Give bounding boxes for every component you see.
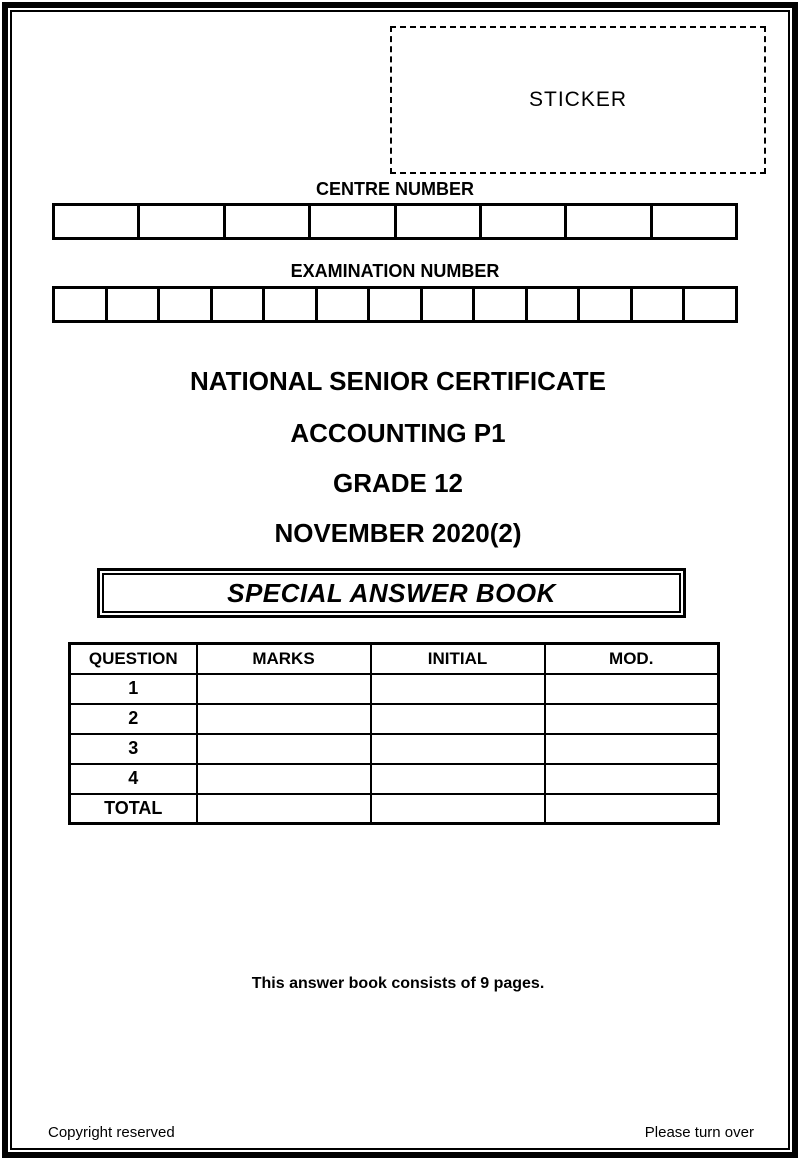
- table-row: [70, 734, 719, 764]
- title-subject: ACCOUNTING P1: [290, 418, 506, 448]
- copyright-text: Copyright reserved: [48, 1124, 175, 1141]
- marks-cell[interactable]: [197, 794, 371, 824]
- marks-cell[interactable]: [197, 674, 371, 704]
- mod-cell[interactable]: [545, 764, 719, 794]
- centre-number-label: CENTRE NUMBER: [315, 179, 474, 199]
- table-row: [70, 674, 719, 704]
- answer-book-banner: [97, 568, 686, 618]
- header-initial: INITIAL: [371, 644, 545, 674]
- examination-number-digit-cell[interactable]: [685, 289, 735, 320]
- footer: [48, 1124, 754, 1141]
- marks-cell[interactable]: [197, 764, 371, 794]
- sticker-box: [390, 26, 766, 174]
- examination-number-digit-cell[interactable]: [633, 289, 686, 320]
- examination-number-digit-cell[interactable]: [55, 289, 108, 320]
- turn-over-text: Please turn over: [644, 1124, 754, 1141]
- table-row: [70, 764, 719, 794]
- examination-number-digit-cell[interactable]: [370, 289, 423, 320]
- header-mod: MOD.: [545, 644, 719, 674]
- examination-number-digit-cell[interactable]: [475, 289, 528, 320]
- examination-number-digit-cell[interactable]: [318, 289, 371, 320]
- examination-number-digit-cell[interactable]: [265, 289, 318, 320]
- examination-number-digit-cell[interactable]: [528, 289, 581, 320]
- examination-number-label: EXAMINATION NUMBER: [290, 261, 500, 281]
- initial-cell[interactable]: [371, 704, 545, 734]
- answer-book-banner-inner: [102, 573, 681, 613]
- examination-number-grid: [52, 286, 738, 323]
- centre-number-digit-cell[interactable]: [140, 206, 225, 237]
- centre-number-digit-cell[interactable]: [55, 206, 140, 237]
- question-label: 3: [70, 734, 197, 764]
- header-question: QUESTION: [70, 644, 197, 674]
- examination-number-digit-cell[interactable]: [580, 289, 633, 320]
- initial-cell[interactable]: [371, 734, 545, 764]
- title-certificate: NATIONAL SENIOR CERTIFICATE: [190, 366, 606, 396]
- question-label: 4: [70, 764, 197, 794]
- question-label: 2: [70, 704, 197, 734]
- pages-note: This answer book consists of 9 pages.: [251, 975, 545, 992]
- marks-cell[interactable]: [197, 704, 371, 734]
- page-border: [2, 2, 798, 1158]
- centre-number-digit-cell[interactable]: [653, 206, 735, 237]
- examination-number-digit-cell[interactable]: [160, 289, 213, 320]
- title-session: NOVEMBER 2020(2): [274, 518, 522, 548]
- examination-number-digit-cell[interactable]: [108, 289, 161, 320]
- exam-cover-page: [10, 10, 790, 1150]
- sticker-label: STICKER: [528, 88, 627, 111]
- initial-cell[interactable]: [371, 794, 545, 824]
- centre-number-grid: [52, 203, 738, 240]
- question-label: 1: [70, 674, 197, 704]
- initial-cell[interactable]: [371, 764, 545, 794]
- centre-number-digit-cell[interactable]: [311, 206, 396, 237]
- centre-number-digit-cell[interactable]: [567, 206, 652, 237]
- mod-cell[interactable]: [545, 674, 719, 704]
- table-row-total: [70, 794, 719, 824]
- mod-cell[interactable]: [545, 734, 719, 764]
- centre-number-digit-cell[interactable]: [482, 206, 567, 237]
- title-grade: GRADE 12: [332, 468, 464, 498]
- centre-number-digit-cell[interactable]: [397, 206, 482, 237]
- mod-cell[interactable]: [545, 704, 719, 734]
- initial-cell[interactable]: [371, 674, 545, 704]
- examination-number-digit-cell[interactable]: [213, 289, 266, 320]
- examination-number-digit-cell[interactable]: [423, 289, 476, 320]
- centre-number-digit-cell[interactable]: [226, 206, 311, 237]
- header-marks: MARKS: [197, 644, 371, 674]
- marks-cell[interactable]: [197, 734, 371, 764]
- marks-table: [68, 642, 720, 825]
- total-label: TOTAL: [70, 794, 197, 824]
- mod-cell[interactable]: [545, 794, 719, 824]
- answer-book-banner-text: SPECIAL ANSWER BOOK: [227, 577, 556, 608]
- table-row: [70, 704, 719, 734]
- marks-table-header-row: [70, 644, 719, 674]
